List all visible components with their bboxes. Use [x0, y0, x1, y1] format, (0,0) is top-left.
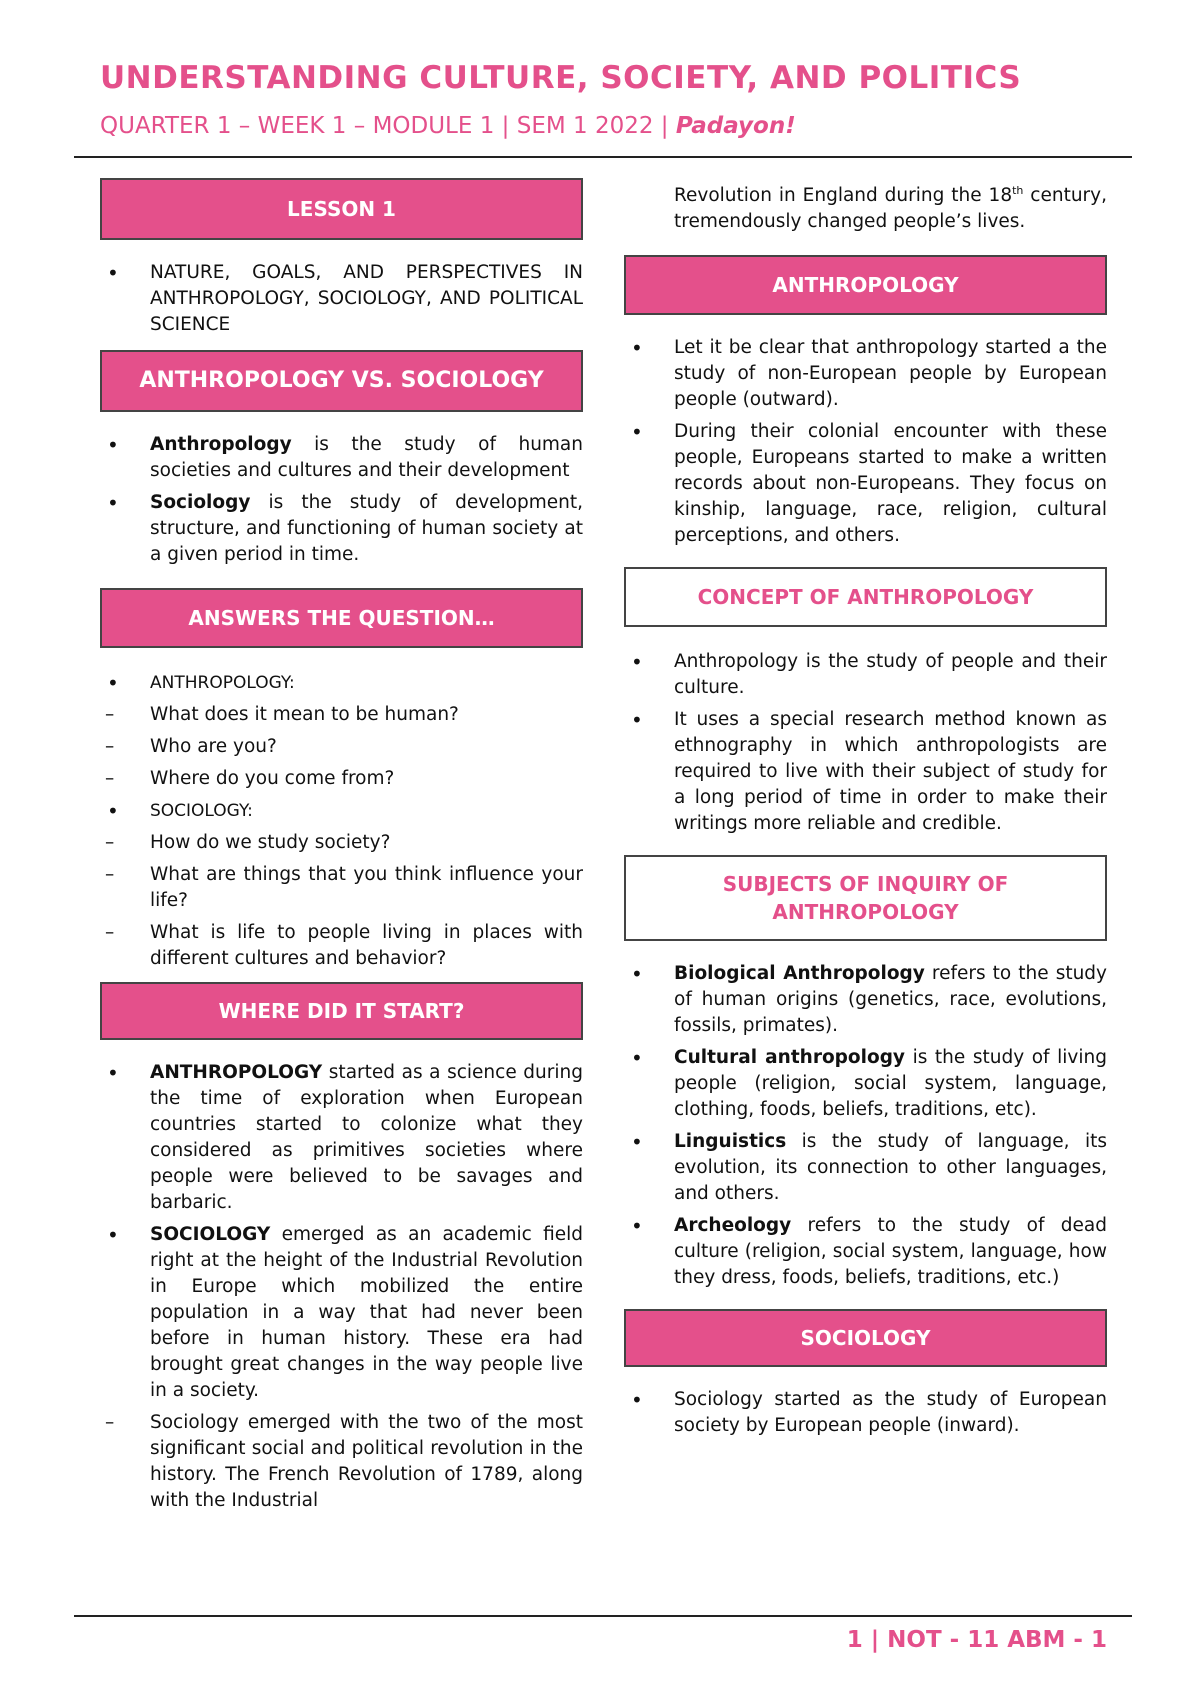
list-item: • During their colonial encounter with these people, Europeans started to make a written records about non-Europeans. They focus on kinship, language, race, religion, cultural perceptions, and others. — [624, 419, 1107, 549]
list-item: • Sociology started as the study of European society by European people (inward). — [624, 1387, 1107, 1439]
question-item: – What are things that you think influence your life? — [100, 862, 583, 914]
definition: started as a science during the time of exploration when European countries started to colonize what they considered as primitives societies where people were believed to be savages and barbaric. — [150, 1062, 583, 1213]
definition: is the study of living people (religion, social system, language, clothing, foods, beliefs, traditions, etc). — [674, 1047, 1107, 1121]
start-sub-list — [100, 1410, 583, 1514]
page-number: 1 | NOT - 11 ABM - 1 — [846, 1627, 1107, 1653]
section-heading-subjects: SUBJECTS OF INQUIRY OF ANTHROPOLOGY — [624, 855, 1107, 941]
definition: refers to the study of human origins (genetics, race, evolutions, fossils, primates). — [674, 963, 1108, 1037]
sociology-list — [624, 1387, 1107, 1439]
list-item: • NATURE, GOALS, AND PERSPECTIVES IN ANTHROPOLOGY, SOCIOLOGY, AND POLITICAL SCIENCE — [100, 260, 583, 338]
header-divider — [74, 156, 1132, 158]
definition: emerged as an academic field right at the height of the Industrial Revolution in Europe which mobilized the entire population in a way that had never been before in human history. These era had brought great changes in the way people live in a society. — [150, 1224, 583, 1401]
concept-list — [624, 649, 1107, 837]
section-heading-questions: ANSWERS THE QUESTION… — [100, 588, 583, 648]
term: Archeology — [674, 1215, 792, 1237]
list-item — [100, 1060, 583, 1216]
list-item: • Let it be clear that anthropology started a the study of non-European people by European people (outward). — [624, 335, 1107, 413]
list-item — [100, 798, 583, 972]
section-heading-lesson: LESSON 1 — [100, 178, 583, 240]
list-item — [100, 490, 583, 568]
question-item: – How do we study society? — [100, 830, 583, 856]
section-heading-concept: CONCEPT OF ANTHROPOLOGY — [624, 567, 1107, 627]
footer-divider — [74, 1615, 1132, 1617]
section-heading-start: WHERE DID IT START? — [100, 982, 583, 1040]
list-item: • It uses a special research method known as ethnography in which anthropologists are required to live with their subject of study for a long period of time in order to make their writings more reliable and credible. — [624, 707, 1107, 837]
vs-list — [100, 432, 583, 568]
page-title: UNDERSTANDING CULTURE, SOCIETY, AND POLITICS — [100, 60, 1022, 96]
lesson-list — [100, 260, 583, 338]
term: Sociology — [150, 492, 251, 513]
subtitle-main: QUARTER 1 – WEEK 1 – MODULE 1 | SEM 1 2022 | — [100, 113, 676, 139]
definition: is the study of human societies and cultures and their development — [150, 434, 583, 481]
term: ANTHROPOLOGY — [150, 1062, 323, 1083]
definition: refers to the study of dead culture (religion, social system, language, how they dress, foods, beliefs, traditions, etc.) — [674, 1215, 1107, 1289]
term: SOCIOLOGY — [150, 1224, 271, 1245]
list-item — [100, 1222, 583, 1514]
list-item — [624, 1129, 1107, 1207]
socio-question-list — [100, 830, 583, 972]
question-item: – Where do you come from? — [100, 766, 583, 792]
list-item — [100, 670, 583, 792]
anthro-question-list — [100, 702, 583, 792]
anthro-label: ANTHROPOLOGY: — [150, 673, 295, 693]
subjects-list — [624, 961, 1107, 1291]
continued-text-end: century, tremendously changed people’s lives. — [674, 185, 1107, 233]
section-heading-sociology: SOCIOLOGY — [624, 1309, 1107, 1367]
continued-paragraph — [624, 178, 1107, 235]
questions-list — [100, 670, 583, 972]
right-column — [624, 178, 1107, 1445]
list-item: • Anthropology is the study of people and their culture. — [624, 649, 1107, 701]
definition: is the study of development, structure, and functioning of human society at a given period in time. — [150, 492, 583, 565]
definition: is the study of language, its evolution, its connection to other languages, and others. — [674, 1131, 1107, 1205]
subtitle-motto: Padayon! — [675, 113, 796, 139]
question-item: – What does it mean to be human? — [100, 702, 583, 728]
question-item: – What is life to people living in places with different cultures and behavior? — [100, 920, 583, 972]
list-item — [100, 432, 583, 484]
section-heading-vs: ANTHROPOLOGY VS. SOCIOLOGY — [100, 350, 583, 412]
question-item: – Who are you? — [100, 734, 583, 760]
list-item — [624, 1213, 1107, 1291]
term: Biological Anthropology — [674, 963, 925, 985]
list-item — [624, 961, 1107, 1039]
socio-label: SOCIOLOGY: — [150, 801, 253, 821]
term: Anthropology — [150, 434, 292, 455]
sub-item: – Sociology emerged with the two of the most significant social and political revolution in the history. The French Revolution of 1789, along with the Industrial — [100, 1410, 583, 1514]
page-subtitle — [100, 113, 796, 139]
anthropology-list — [624, 335, 1107, 549]
term: Linguistics — [674, 1131, 787, 1153]
left-column — [100, 178, 583, 1520]
ordinal-suffix: th — [1012, 184, 1024, 197]
start-list — [100, 1060, 583, 1514]
continued-text: Revolution in England during the 18 — [674, 185, 1013, 207]
section-heading-anthropology: ANTHROPOLOGY — [624, 255, 1107, 315]
term: Cultural anthropology — [674, 1047, 905, 1069]
list-item — [624, 1045, 1107, 1123]
